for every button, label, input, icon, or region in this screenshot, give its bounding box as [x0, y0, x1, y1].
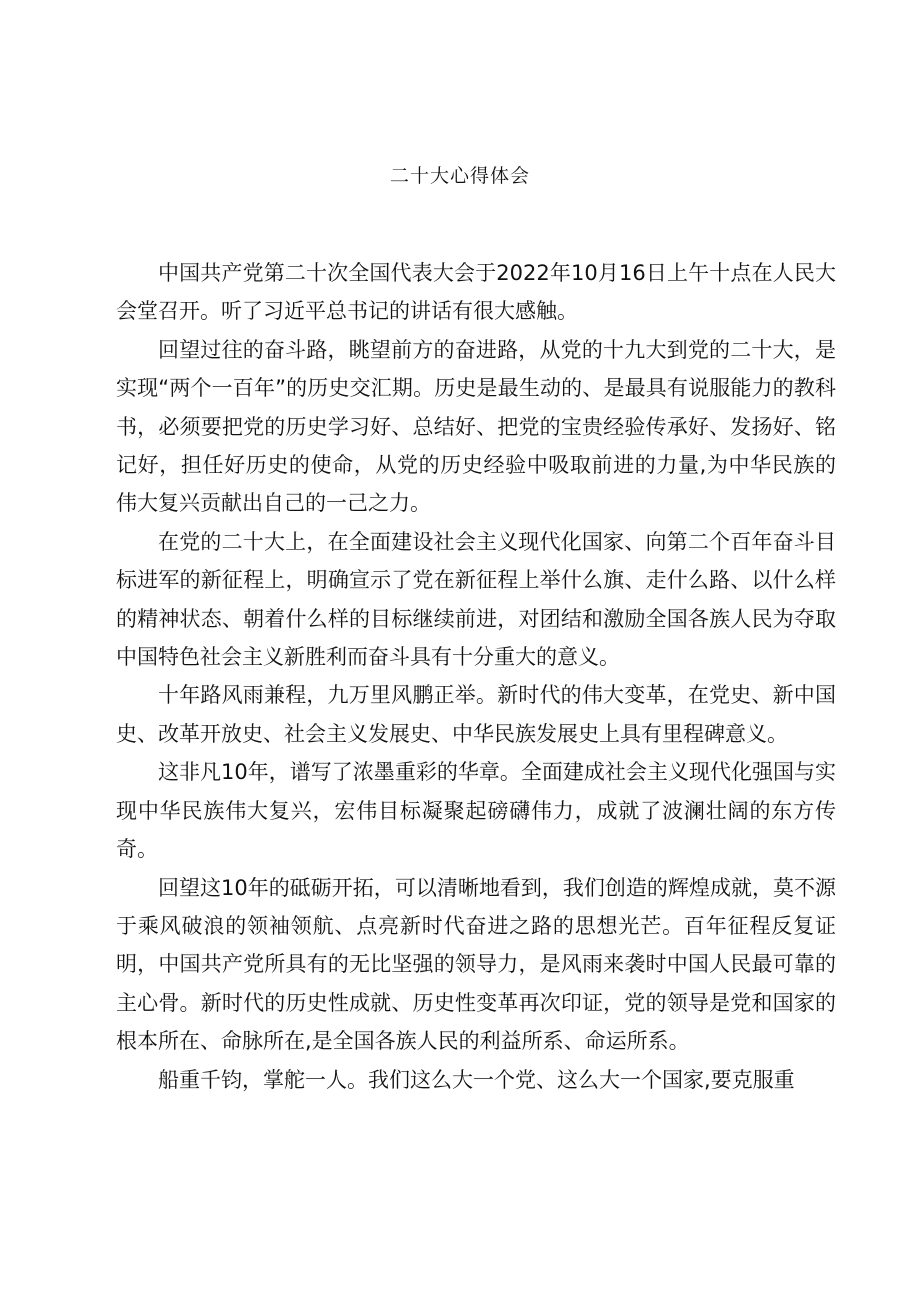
paragraph-4: 十年路风雨兼程，九万里风鹏正举。新时代的伟大变革，在党史、新中国史、改革开放史、社会主义发展史、中华民族发展史上具有里程碑意义。: [116, 683, 836, 746]
paragraph-1: 中国共产党第二十次全国代表大会于2022年10月16日上午十点在人民大会堂召开。听了习近平总书记的讲话有很大感触。: [116, 261, 836, 324]
paragraph-5: 这非凡10年，谱写了浓墨重彩的华章。全面建成社会主义现代化强国与实现中华民族伟大复兴，宏伟目标凝聚起磅礴伟力，成就了波澜壮阔的东方传奇。: [116, 760, 836, 862]
paragraph-6: 回望这10年的砥砺开拓，可以清晰地看到，我们创造的辉煌成就，莫不源于乘风破浪的领袖领航、点亮新时代奋进之路的思想光芒。百年征程反复证明，中国共产党所具有的无比坚强的领导力，是风雨来袭时中国人民最可靠的主心骨。新时代的历史性成就、历史性变革再次印证，党的领导是党和国家的根本所在、命脉所在,是全国各族人民的利益所系、命运所系。: [116, 875, 836, 1054]
document-body: [116, 254, 836, 1099]
paragraph-2: 回望过往的奋斗路，眺望前方的奋进路，从党的十九大到党的二十大，是实现“两个一百年”的历史交汇期。历史是最生动的、是最具有说服能力的教科书，必须要把党的历史学习好、总结好、把党的宝贵经验传承好、发扬好、铭记好，担任好历史的使命，从党的历史经验中吸取前进的力量,为中华民族的伟大复兴贡献出自己的一己之力。: [116, 337, 836, 516]
document-title: 二十大心得体会: [389, 165, 530, 187]
paragraph-3: 在党的二十大上，在全面建设社会主义现代化国家、向第二个百年奋斗目标进军的新征程上，明确宣示了党在新征程上举什么旗、走什么路、以什么样的精神状态、朝着什么样的目标继续前进，对团结和激励全国各族人民为夺取中国特色社会主义新胜利而奋斗具有十分重大的意义。: [116, 529, 836, 670]
paragraph-7: 船重千钧，掌舵一人。我们这么大一个党、这么大一个国家,要克服重: [158, 1067, 795, 1092]
